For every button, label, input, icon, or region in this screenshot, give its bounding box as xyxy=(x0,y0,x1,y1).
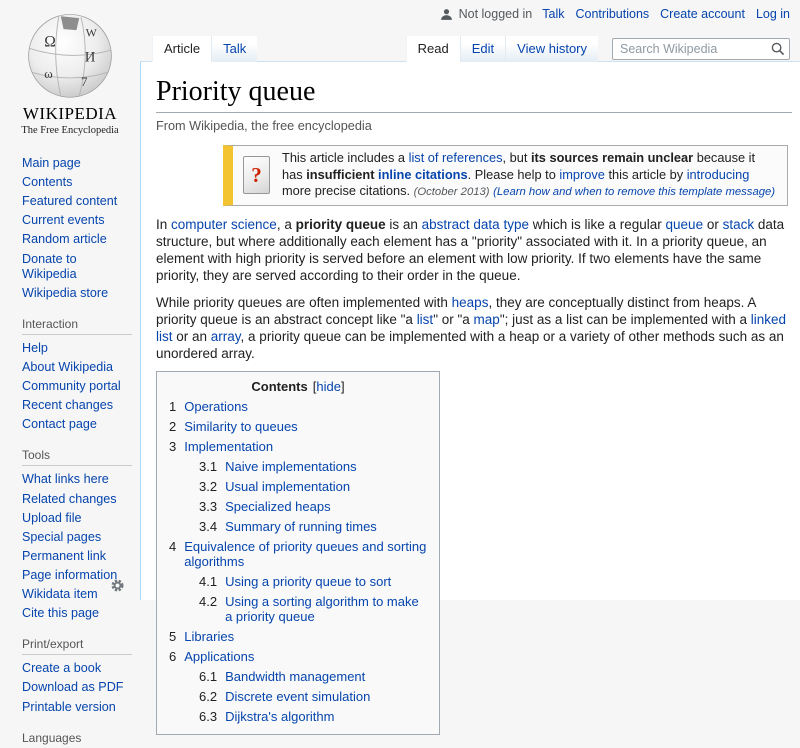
wikipedia-logo[interactable] xyxy=(0,0,140,136)
search-icon[interactable] xyxy=(771,42,785,56)
tab-read[interactable]: Read xyxy=(406,36,460,62)
sidebar-link[interactable]: Cite this page xyxy=(22,606,100,621)
text-segment: or an xyxy=(172,328,211,344)
inline-link[interactable]: queue xyxy=(665,216,704,232)
text-segment: , a priority queue can be implemented with a heap or a variety of other methods such as an unordered array. xyxy=(156,328,784,361)
inline-link[interactable]: (Learn how and when to remove this template message) xyxy=(493,186,776,198)
tab-view-history[interactable]: View history xyxy=(505,36,598,62)
toc-item xyxy=(199,519,427,534)
svg-text:7: 7 xyxy=(81,75,88,90)
sidebar-link[interactable]: Wikidata item xyxy=(22,587,98,602)
toc-item xyxy=(169,399,427,414)
svg-text:Ω: Ω xyxy=(44,33,56,51)
not-logged-in-label: Not logged in xyxy=(458,7,533,21)
toc-number: 4 xyxy=(169,538,177,554)
text-segment: In xyxy=(156,216,172,232)
text-segment: While priority queues are often implemented with xyxy=(156,294,452,310)
text-segment: , but xyxy=(502,150,531,165)
svg-text:ω: ω xyxy=(44,66,53,81)
text-segment: " or "a xyxy=(433,311,474,327)
toc-link[interactable]: Equivalence of priority queues and sorting algorithms xyxy=(184,538,427,569)
toc-item xyxy=(169,419,427,434)
search-input[interactable] xyxy=(612,38,790,60)
personal-bar-link[interactable]: Talk xyxy=(542,7,565,21)
toc-number: 1 xyxy=(169,398,177,414)
toc-link[interactable]: Using a priority queue to sort xyxy=(225,573,392,589)
sidebar-navigation xyxy=(22,156,132,301)
toc-link[interactable]: Operations xyxy=(184,398,248,414)
sidebar-heading: Tools xyxy=(22,448,132,466)
toc-number: 4.2 xyxy=(199,593,218,609)
toc-item xyxy=(199,459,427,474)
ambox-text xyxy=(282,150,777,201)
toc-item xyxy=(169,539,427,569)
toc-link[interactable]: Similarity to queues xyxy=(184,418,298,434)
user-icon xyxy=(440,8,453,21)
table-of-contents xyxy=(156,371,440,735)
inline-link[interactable]: abstract data type xyxy=(421,216,529,232)
toc-item xyxy=(199,574,427,589)
toc-link[interactable]: Summary of running times xyxy=(225,518,377,534)
text-segment: priority queue xyxy=(295,216,386,232)
sidebar-link[interactable]: What links here xyxy=(22,472,109,487)
toc-number: 3.3 xyxy=(199,498,218,514)
text-segment: . Please help to xyxy=(467,166,560,182)
toc-item xyxy=(199,669,427,684)
toc-number: 6.3 xyxy=(199,708,218,724)
text-segment: this article by xyxy=(604,166,687,182)
sidebar-link[interactable]: Printable version xyxy=(22,699,116,714)
tab-talk[interactable]: Talk xyxy=(211,36,257,62)
sidebar-link[interactable]: Contents xyxy=(22,175,73,190)
sidebar-link[interactable]: About Wikipedia xyxy=(22,359,114,374)
toc-number: 6.1 xyxy=(199,668,218,684)
sidebar-link[interactable]: Main page xyxy=(22,156,81,170)
sidebar-section-interaction xyxy=(22,317,132,433)
text-segment: more precise citations. xyxy=(282,183,414,198)
toc-link[interactable]: Specialized heaps xyxy=(225,498,331,514)
page-title: Priority queue xyxy=(156,76,792,113)
sidebar-link[interactable]: Wikipedia store xyxy=(22,285,109,300)
sidebar-section-languages xyxy=(22,731,132,748)
sidebar-link[interactable]: Donate to Wikipedia xyxy=(22,251,77,281)
personal-bar-links xyxy=(542,7,790,21)
inline-link[interactable]: list xyxy=(416,311,434,327)
svg-text:W: W xyxy=(85,25,97,40)
toc-header: Contents [hide] xyxy=(251,378,345,394)
toc-number: 3.1 xyxy=(199,458,218,474)
toc-item xyxy=(199,689,427,704)
toc-number: 5 xyxy=(169,628,177,644)
inline-link[interactable]: improve xyxy=(559,166,605,182)
text-segment: "; just as a list can be implemented with a xyxy=(499,311,751,327)
sidebar-link[interactable]: Page information xyxy=(22,567,118,582)
question-book-icon: ? xyxy=(243,156,270,194)
personal-bar-link[interactable]: Contributions xyxy=(575,7,650,21)
sidebar-heading: Languages xyxy=(22,730,82,745)
page-tabs xyxy=(152,36,257,62)
text-segment: (October 2013) xyxy=(413,186,490,198)
toc-link[interactable]: Implementation xyxy=(184,438,274,454)
sidebar-section-print-export xyxy=(22,637,132,714)
sidebar-link[interactable]: Featured content xyxy=(22,194,118,209)
text-segment: is an xyxy=(385,216,422,232)
sidebar-heading: Print/export xyxy=(22,637,132,655)
site-subtitle: From Wikipedia, the free encyclopedia xyxy=(156,119,372,133)
text-segment: or xyxy=(703,216,723,232)
article-message-box xyxy=(223,145,788,206)
view-tabs xyxy=(406,36,790,62)
wikipedia-globe-logo xyxy=(24,8,116,100)
toc-item xyxy=(199,709,427,724)
sidebar-link[interactable]: Random article xyxy=(22,232,107,247)
text-segment: insufficient xyxy=(306,166,379,182)
personal-bar-link[interactable]: Log in xyxy=(755,7,790,21)
sidebar-link[interactable]: Related changes xyxy=(22,491,117,506)
toc-number: 6 xyxy=(169,648,177,664)
toc-link[interactable]: Usual implementation xyxy=(225,478,351,494)
text-segment: because it has xyxy=(282,150,756,182)
sidebar-link[interactable]: Current events xyxy=(22,213,105,228)
toc-number: 4.1 xyxy=(199,573,218,589)
sidebar-link[interactable]: Upload file xyxy=(22,510,82,525)
wikipedia-wordmark: WIKIPEDIA xyxy=(22,104,118,123)
toc-link[interactable]: Using a sorting algorithm to make a priority queue xyxy=(225,593,419,624)
gear-icon[interactable] xyxy=(110,578,125,596)
text-segment: which is like a regular xyxy=(528,216,666,232)
toc-link[interactable]: Naive implementations xyxy=(225,458,357,474)
inline-link[interactable]: map xyxy=(473,311,500,327)
personal-bar-link[interactable]: Create account xyxy=(660,7,745,21)
inline-link[interactable]: linked list xyxy=(156,311,787,344)
toc-item xyxy=(169,629,427,644)
personal-bar xyxy=(440,7,790,21)
sidebar-link[interactable]: Create a book xyxy=(22,661,102,676)
toc-item xyxy=(169,439,427,454)
sidebar-link[interactable]: Recent changes xyxy=(22,398,114,413)
sidebar-heading: Interaction xyxy=(22,317,132,335)
wikipedia-tagline: The Free Encyclopedia xyxy=(21,125,119,136)
sidebar-link[interactable]: Contact page xyxy=(22,417,97,432)
text-segment: This article includes a xyxy=(282,150,409,165)
toc-item xyxy=(199,594,427,624)
inline-link[interactable]: list of references xyxy=(408,150,503,165)
text-segment: , they are conceptually distinct from heaps. A priority queue is an abstract concept like "a xyxy=(156,294,756,327)
toc-number: 6.2 xyxy=(199,688,218,704)
sidebar-link[interactable]: Help xyxy=(22,340,48,355)
toc-number: 3.4 xyxy=(199,518,218,534)
inline-link[interactable]: inline citations xyxy=(378,166,468,182)
inline-link[interactable]: array xyxy=(210,328,241,344)
tab-edit[interactable]: Edit xyxy=(460,36,505,62)
sidebar-link[interactable]: Download as PDF xyxy=(22,680,124,695)
sidebar xyxy=(0,0,140,745)
text-segment: its sources remain unclear xyxy=(530,150,694,165)
inline-link[interactable]: computer science xyxy=(171,216,277,232)
svg-text:И: И xyxy=(84,49,96,66)
paragraph xyxy=(156,216,792,284)
toc-item xyxy=(199,479,427,494)
content-area xyxy=(140,62,800,724)
sidebar-link[interactable]: Permanent link xyxy=(22,548,106,563)
toc-link[interactable]: Libraries xyxy=(184,628,235,644)
toc-link[interactable]: Dijkstra's algorithm xyxy=(225,708,335,724)
text-segment: , a xyxy=(276,216,296,232)
inline-link[interactable]: heaps xyxy=(451,294,489,310)
text-segment: data structure, but where additionally each element has a "priority" associated with it. In a priority queue, an element with high priority is served before an element with low priority. If two elements have the same priority, they are served according to their order in the queue. xyxy=(156,216,785,283)
toc-link[interactable]: Discrete event simulation xyxy=(225,688,371,704)
tab-article[interactable]: Article xyxy=(152,36,211,62)
inline-link[interactable]: stack xyxy=(722,216,755,232)
search-box xyxy=(612,38,790,60)
toc-number: 3 xyxy=(169,438,177,454)
toc-hide-link[interactable]: hide xyxy=(316,378,341,394)
toc-number: 3.2 xyxy=(199,478,218,494)
toc-item xyxy=(169,649,427,664)
paragraph xyxy=(156,294,792,362)
toc-list xyxy=(169,399,427,724)
sidebar-link[interactable]: Special pages xyxy=(22,529,102,544)
sidebar-link[interactable]: Community portal xyxy=(22,379,121,394)
inline-link[interactable]: introducing xyxy=(686,166,750,182)
toc-link[interactable]: Applications xyxy=(184,648,255,664)
toc-title: Contents xyxy=(251,378,308,394)
toc-item xyxy=(199,499,427,514)
toc-number: 2 xyxy=(169,418,177,434)
toc-link[interactable]: Bandwidth management xyxy=(225,668,366,684)
